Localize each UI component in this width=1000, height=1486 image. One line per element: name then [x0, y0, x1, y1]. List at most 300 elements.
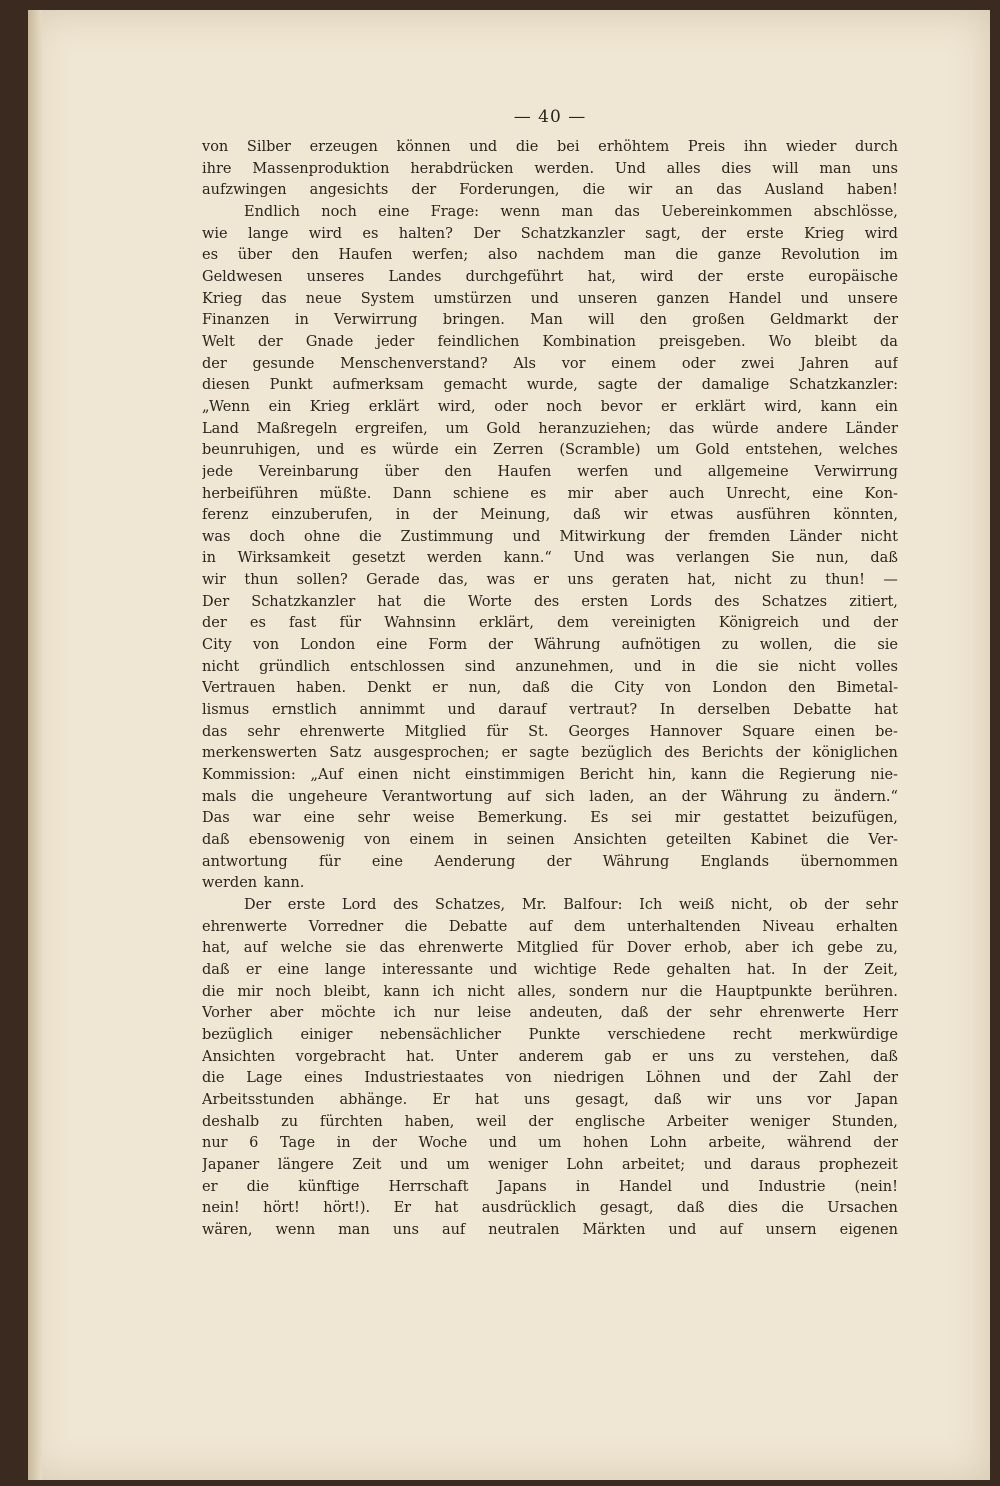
text-line — [202, 354, 898, 376]
word: also — [488, 247, 518, 264]
word: Ansichten — [202, 1048, 276, 1065]
word: eine — [371, 853, 403, 870]
word: ebensowenig — [248, 832, 345, 848]
word: sind — [464, 658, 496, 675]
word: entschlossen — [350, 658, 445, 675]
word: der — [202, 615, 227, 632]
word: einen — [814, 723, 856, 740]
word: ein — [454, 442, 478, 459]
word: einiger — [300, 1026, 353, 1043]
word: Wahnsinn — [384, 615, 456, 632]
word: und — [722, 1070, 751, 1087]
word: nebensächlicher — [380, 1026, 501, 1043]
word: uns — [688, 1048, 715, 1065]
word: da — [879, 333, 898, 350]
word: Krieg — [804, 225, 845, 242]
word: wir — [202, 572, 226, 589]
word: Länder — [845, 420, 898, 437]
text-line — [202, 635, 898, 657]
word: ich — [432, 983, 455, 1000]
word: Mitwirkung — [559, 528, 646, 545]
word: sehr — [865, 896, 898, 913]
word: auch — [669, 485, 705, 502]
text-line — [202, 202, 898, 224]
word: um — [656, 442, 680, 459]
word: ganzen — [656, 290, 710, 307]
word: nicht — [202, 658, 240, 675]
word: europäische — [808, 268, 898, 285]
word: sie — [345, 940, 367, 957]
word: wenn — [275, 1221, 316, 1238]
word: erste — [287, 896, 326, 913]
word: hat — [434, 1200, 459, 1217]
word: von — [664, 680, 692, 697]
word: und — [668, 1221, 697, 1238]
text-line — [202, 960, 898, 982]
word: eine — [812, 485, 844, 502]
word: es — [360, 442, 377, 459]
word: die — [202, 1070, 225, 1087]
word: eines — [304, 1070, 343, 1087]
word: Lord — [341, 896, 377, 913]
text-line — [202, 1047, 898, 1069]
word: nicht — [467, 983, 505, 1000]
word: eine — [303, 810, 335, 827]
word: das — [261, 290, 287, 307]
word: das — [668, 420, 695, 437]
word: das, — [438, 572, 469, 589]
word: Lohn — [566, 1156, 604, 1173]
word: andeuten, — [529, 1005, 603, 1022]
word: einstimmigen — [465, 767, 565, 784]
word: erklärt — [695, 398, 746, 415]
word: ohne — [304, 528, 341, 545]
word: etwas — [670, 507, 714, 524]
word: jeder — [376, 333, 415, 350]
word: der — [823, 961, 848, 978]
word: der — [873, 1070, 898, 1087]
word: an — [649, 788, 667, 805]
word: nur — [202, 1135, 228, 1152]
word: hört!). — [323, 1200, 371, 1217]
text-line — [202, 1155, 898, 1177]
word: diesen — [202, 377, 250, 394]
word: thun! — [825, 572, 865, 589]
word: uns — [871, 160, 898, 177]
word: berühren. — [824, 983, 898, 1000]
word: Zerren — [493, 442, 544, 459]
word: weniger — [488, 1156, 548, 1173]
word: und — [701, 1178, 730, 1195]
word: das — [614, 203, 640, 220]
word: Zeit — [352, 1156, 382, 1173]
word: er — [652, 1048, 668, 1065]
word: zu — [789, 572, 807, 589]
word: Handel — [618, 1178, 673, 1195]
word: weil — [476, 1113, 507, 1130]
word: Dover — [626, 940, 671, 957]
word: ob — [789, 896, 808, 913]
word: kann. — [263, 875, 305, 892]
word: aber — [614, 485, 648, 502]
word: daß — [676, 1200, 705, 1217]
word: was — [625, 550, 655, 567]
word: bevor — [600, 398, 643, 415]
word: einem — [611, 355, 657, 372]
word: der — [432, 507, 458, 524]
word: der — [528, 1113, 554, 1130]
word: gab — [604, 1048, 632, 1065]
word: Endlich — [244, 203, 300, 220]
word: Geldwesen — [202, 268, 283, 285]
word: großen — [692, 312, 745, 329]
text-line — [202, 180, 898, 202]
word: in — [202, 550, 216, 567]
word: ernstlich — [271, 702, 337, 719]
word: der — [546, 853, 572, 870]
word: zu — [734, 1048, 752, 1065]
word: über — [237, 247, 272, 264]
word: kann — [383, 983, 420, 1000]
word: wieder — [785, 139, 837, 155]
word: bezüglich — [581, 745, 653, 762]
word: ehrenwerte — [202, 918, 288, 935]
word: Schatzkanzler — [251, 593, 356, 610]
text-line — [202, 527, 898, 549]
word: beizufügen, — [811, 810, 898, 827]
word: gemacht — [443, 377, 507, 394]
word: haben, — [404, 1113, 455, 1130]
word: Der — [202, 593, 230, 610]
word: man — [561, 203, 594, 220]
word: des — [533, 593, 560, 610]
word: schiene — [452, 485, 509, 502]
text-line — [202, 1090, 898, 1112]
word: Woche — [418, 1135, 468, 1152]
text-line — [202, 224, 898, 246]
word: können — [396, 139, 451, 155]
word: aber — [744, 940, 779, 957]
word: Währung — [721, 788, 788, 805]
word: möchte — [321, 1005, 376, 1022]
word: gestattet — [723, 810, 789, 827]
word: (nein! — [854, 1178, 898, 1195]
word: heranzuziehen; — [538, 420, 652, 437]
word: Industriestaates — [364, 1070, 484, 1087]
word: vor — [561, 355, 586, 372]
word: der — [202, 355, 227, 372]
word: Regierung — [778, 767, 856, 784]
word: Niveau — [762, 918, 815, 935]
word: ausführen — [736, 507, 811, 524]
word: man — [819, 160, 852, 177]
word: und — [488, 1135, 517, 1152]
word: Zustimmung — [400, 528, 494, 545]
word: auf — [719, 1221, 743, 1238]
word: Haufen — [497, 463, 552, 480]
word: lismus — [202, 702, 250, 719]
word: Ursachen — [827, 1200, 898, 1217]
word: Zeit, — [864, 961, 898, 978]
word: wird — [864, 225, 898, 242]
word: abhänge. — [339, 1091, 408, 1108]
text-line — [202, 917, 898, 939]
word: unsern — [765, 1221, 817, 1238]
word: Kon- — [864, 485, 898, 502]
word: herbeiführen — [202, 485, 299, 502]
word: auf — [243, 940, 268, 957]
text-line — [202, 808, 898, 830]
word: London — [300, 637, 356, 654]
text-line — [202, 267, 898, 289]
word: nicht — [413, 767, 451, 784]
word: Industrie — [758, 1178, 826, 1195]
word: nicht — [798, 658, 836, 675]
word: Ver- — [868, 832, 898, 848]
word: Währung — [602, 853, 670, 870]
word: sie — [757, 658, 779, 675]
word: Haufen — [338, 247, 393, 264]
text-line — [202, 1198, 898, 1220]
word: Land — [202, 420, 239, 437]
word: unterhaltenden — [627, 918, 741, 935]
word: Bericht — [579, 767, 634, 784]
text-line — [202, 332, 898, 354]
word: sagte — [529, 745, 570, 762]
word: gesetzt — [351, 550, 406, 567]
word: aber — [269, 1005, 304, 1022]
word: Vorher — [202, 1005, 252, 1022]
word: auf — [441, 1221, 466, 1238]
word: Uebereinkommen — [661, 203, 793, 220]
word: Arbeitsstunden — [202, 1091, 315, 1108]
word: dies — [727, 1200, 758, 1217]
word: Massenproduktion — [252, 160, 390, 177]
word: Punkte — [528, 1026, 581, 1043]
word: des — [664, 745, 690, 762]
word: und — [822, 615, 850, 632]
word: Preis — [687, 139, 726, 155]
word: Er — [393, 1200, 412, 1217]
word: wir — [706, 1091, 731, 1108]
word: und — [703, 1156, 732, 1173]
word: die — [826, 832, 850, 848]
word: (Scramble) — [559, 442, 641, 459]
word: Gold — [695, 442, 730, 459]
word: der — [824, 896, 849, 913]
word: hat — [377, 593, 402, 610]
word: Welt — [202, 333, 235, 350]
text-line — [202, 375, 898, 397]
word: es — [202, 247, 219, 264]
word: die — [582, 182, 606, 199]
word: zu — [721, 637, 739, 654]
word: seinen — [506, 832, 555, 848]
word: Herrschaft — [388, 1178, 469, 1195]
word: interessante — [381, 961, 474, 978]
text-line — [202, 1133, 898, 1155]
word: längere — [277, 1156, 334, 1173]
word: ein — [268, 398, 292, 415]
word: dem — [557, 615, 589, 632]
word: die — [741, 767, 765, 784]
word: es — [362, 225, 379, 242]
word: Handel — [728, 290, 782, 307]
word: Square — [741, 723, 795, 740]
word: niedrigen — [553, 1070, 625, 1087]
word: aufzwingen — [202, 182, 287, 199]
word: kann.“ — [503, 550, 552, 567]
word: City — [202, 637, 232, 654]
word: preisgeben. — [659, 333, 746, 350]
word: hat, — [202, 940, 231, 957]
word: Jahren — [800, 355, 849, 372]
word: Gerade — [366, 572, 420, 589]
word: für — [318, 853, 341, 870]
word: wichtige — [533, 961, 597, 978]
text-line — [202, 462, 898, 484]
text-line — [202, 592, 898, 614]
word: erklärt — [368, 398, 420, 415]
text-block — [202, 97, 898, 1241]
word: Gnade — [305, 333, 354, 350]
text-line — [202, 440, 898, 462]
word: Und — [573, 550, 605, 567]
word: Japaner — [202, 1156, 260, 1173]
word: zitiert, — [849, 593, 898, 610]
word: deshalb — [202, 1113, 260, 1130]
word: hat — [475, 1091, 499, 1108]
text-line — [202, 1177, 898, 1199]
word: englische — [575, 1113, 646, 1130]
word: für — [591, 940, 614, 957]
word: daß — [202, 961, 230, 978]
word: noch — [321, 203, 357, 220]
word: Wirksamkeit — [237, 550, 331, 567]
word: Tage — [279, 1135, 316, 1152]
word: in — [336, 1135, 351, 1152]
text-line — [202, 1068, 898, 1090]
word: arbeitet; — [621, 1156, 686, 1173]
word: der — [657, 377, 683, 394]
word: müßte. — [319, 485, 372, 502]
word: Vereinbarung — [258, 463, 359, 480]
word: nicht — [860, 528, 898, 545]
word: Mitglied — [404, 723, 467, 740]
word: City — [614, 680, 645, 697]
page-spine-shadow — [28, 10, 42, 1480]
word: damalige — [701, 377, 770, 394]
word: wären, — [202, 1221, 253, 1238]
word: bezüglich — [202, 1026, 273, 1043]
word: der — [257, 333, 283, 350]
text-line — [202, 722, 898, 744]
word: vor — [807, 1091, 832, 1108]
word: Länder — [789, 528, 842, 545]
word: fürchten — [319, 1113, 383, 1130]
word: zu — [281, 1113, 299, 1130]
word: Als — [513, 355, 536, 372]
word: Unter — [455, 1048, 498, 1065]
word: bleibt, — [323, 983, 371, 1000]
word: eigenen — [839, 1221, 898, 1238]
word: durch — [854, 139, 898, 155]
word: laden, — [589, 788, 635, 805]
word: Sie — [771, 550, 795, 567]
word: recht — [733, 1026, 772, 1043]
word: Der — [244, 896, 272, 913]
word: für — [486, 723, 509, 740]
word: Revolution — [780, 247, 860, 264]
word: neue — [305, 290, 342, 307]
word: er — [501, 745, 518, 762]
word: nicht, — [730, 896, 773, 913]
word: In — [659, 702, 675, 719]
word: Schatzkanzler — [520, 225, 625, 242]
word: ausgesprochen; — [373, 745, 490, 762]
word: Georges — [568, 723, 630, 740]
word: zu — [802, 788, 820, 805]
word: Bemerkung. — [477, 810, 568, 827]
word: geteilten — [666, 832, 732, 848]
word: Satz — [329, 745, 362, 762]
word: haben! — [846, 182, 898, 199]
word: Worte — [467, 593, 512, 610]
word: Währung — [534, 637, 601, 654]
word: vertraut? — [569, 702, 638, 719]
word: Lords — [650, 593, 693, 610]
word: volles — [855, 658, 898, 675]
word: Schatzes — [761, 593, 828, 610]
text-line — [202, 982, 898, 1004]
word: hohen — [582, 1135, 629, 1152]
word: der — [772, 1070, 798, 1087]
word: Schatzkanzler: — [789, 377, 898, 394]
word: weniger — [750, 1113, 810, 1130]
word: darauf — [498, 702, 547, 719]
word: man — [623, 247, 656, 264]
word: London — [712, 680, 768, 697]
text-line — [202, 137, 898, 159]
word: fast — [289, 615, 317, 632]
word: man — [338, 1221, 370, 1238]
word: Mr. — [521, 896, 547, 913]
word: nicht — [734, 572, 772, 589]
word: ein — [875, 398, 898, 415]
word: der — [697, 268, 723, 285]
word: eine — [277, 961, 309, 978]
word: ich — [791, 940, 814, 957]
word: weiß — [678, 896, 715, 913]
word: die — [202, 983, 225, 1000]
word: noch — [546, 398, 582, 415]
word: daraus — [750, 1156, 801, 1173]
word: die — [251, 788, 274, 805]
word: Denkt — [367, 680, 412, 697]
word: Rede — [612, 961, 651, 978]
word: „Auf — [310, 767, 344, 784]
word: von — [364, 832, 391, 848]
word: wenn — [500, 203, 541, 220]
word: doch — [249, 528, 286, 545]
word: der — [664, 528, 690, 545]
word: merkenswerten — [202, 745, 318, 762]
word: Debatte — [793, 702, 852, 719]
word: ehrenwerte — [299, 723, 385, 740]
word: wird, — [437, 398, 476, 415]
word: die — [515, 139, 539, 155]
word: anzunehmen, — [515, 658, 614, 675]
